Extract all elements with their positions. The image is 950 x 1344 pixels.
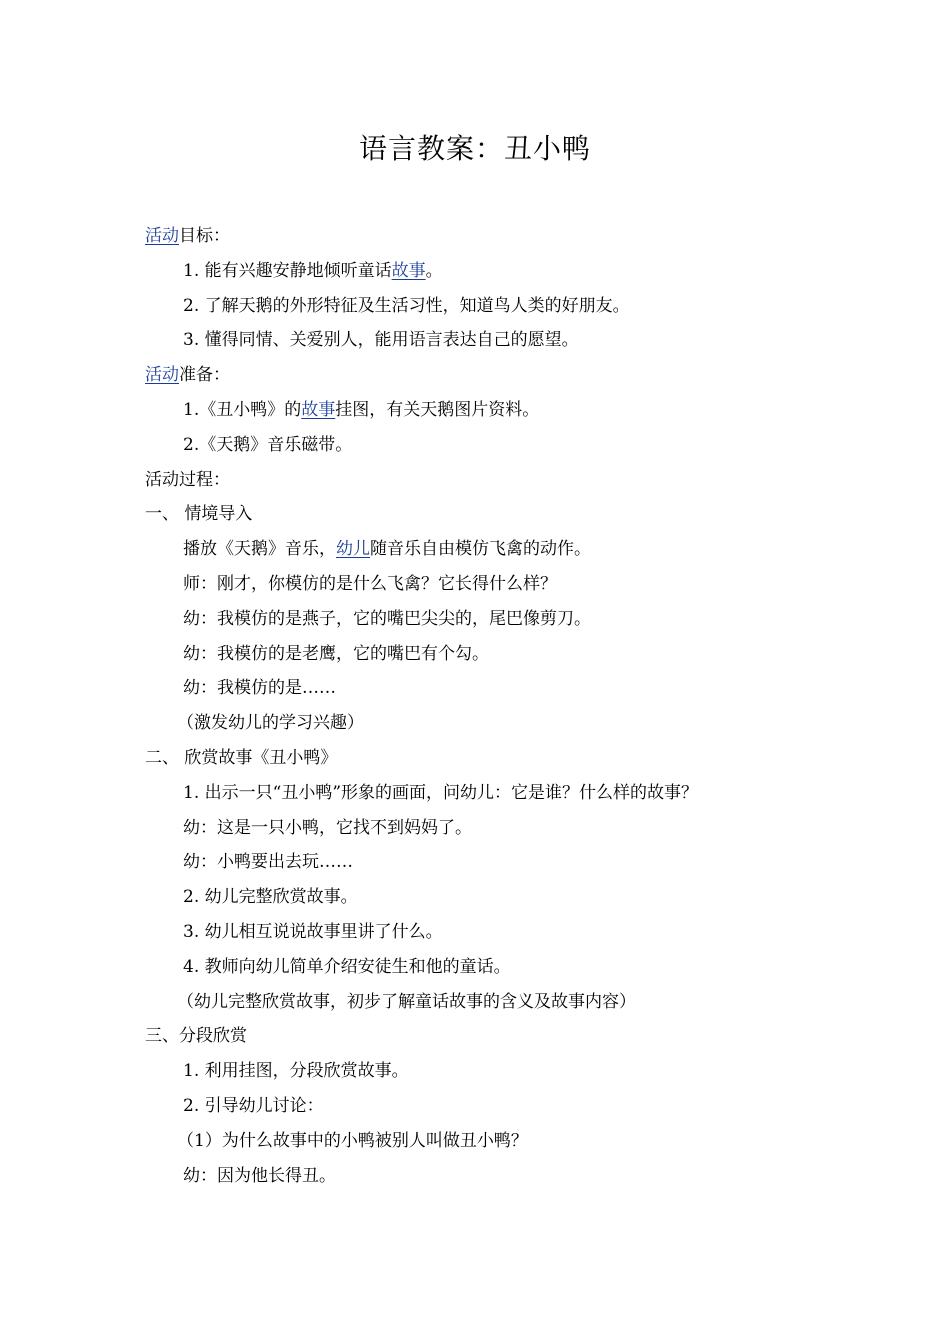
text-run: 4. 教师向幼儿简单介绍安徒生和他的童话。 [183,956,511,977]
text-line [145,637,845,672]
text-run: 1.《丑小鸭》的 [183,399,302,420]
text-run: （激发幼儿的学习兴趣） [177,713,364,734]
text-line [145,915,845,950]
text-link[interactable]: 故事 [301,399,336,420]
text-line [145,671,845,706]
text-line [145,567,845,602]
text-line [145,1054,845,1089]
text-run: 。 [425,260,443,281]
text-run: 1. 出示一只“丑小鸭”形象的画面，问幼儿：它是谁？什么样的故事？ [183,782,699,803]
text-run: （幼儿完整欣赏故事，初步了解童话故事的含义及故事内容） [177,991,636,1012]
text-run: 3. 懂得同情、关爱别人，能用语言表达自己的愿望。 [183,330,579,351]
text-line [145,950,845,985]
text-run: 一、 情境导入 [145,504,253,525]
text-line [145,497,845,532]
text-line [145,289,845,324]
text-run: 随音乐自由模仿飞禽的动作。 [370,539,591,560]
text-line [145,428,845,463]
text-line [145,845,845,880]
text-run: 幼：因为他长得丑。 [183,1165,336,1186]
text-link[interactable]: 活动 [145,365,179,386]
text-run: 2. 了解天鹅的外形特征及生活习性，知道鸟人类的好朋友。 [183,295,630,316]
text-run: 目标： [179,226,230,246]
text-run: 3. 幼儿相互说说故事里讲了什么。 [183,921,443,942]
text-line [145,706,845,741]
text-line [145,254,845,289]
text-run: 二、 欣赏故事《丑小鸭》 [145,747,338,768]
text-line [145,880,845,915]
text-line [145,1089,845,1124]
text-line [145,1124,845,1159]
text-run: 幼：我模仿的是燕子，它的嘴巴尖尖的，尾巴像剪刀。 [183,608,591,629]
text-line [145,393,845,428]
text-line [145,811,845,846]
text-link[interactable]: 幼儿 [336,539,370,560]
text-run: 2. 幼儿完整欣赏故事。 [183,887,358,908]
text-run: 活动过程： [145,469,230,490]
document-body [145,219,845,1193]
text-run: 1. 利用挂图，分段欣赏故事。 [183,1061,409,1082]
text-line [145,602,845,637]
text-run: 播放《天鹅》音乐， [183,539,336,560]
text-run: 幼：我模仿的是…… [183,678,336,699]
text-run: 师：刚才，你模仿的是什么飞禽？它长得什么样？ [183,573,557,594]
text-link[interactable]: 活动 [145,226,179,246]
text-line [145,358,845,393]
text-line [145,463,845,498]
text-run: 幼：这是一只小鸭，它找不到妈妈了。 [183,817,472,838]
text-run: 幼：小鸭要出去玩…… [183,852,353,873]
text-run: 1. 能有兴趣安静地倾听童话 [183,260,392,281]
text-line [145,985,845,1020]
text-run: 幼：我模仿的是老鹰，它的嘴巴有个勾。 [183,643,489,664]
text-link[interactable]: 故事 [391,260,426,281]
text-run: 2. 引导幼儿讨论： [183,1095,324,1116]
text-line [145,532,845,567]
text-run: 挂图，有关天鹅图片资料。 [335,399,540,420]
text-line [145,219,845,254]
text-line [145,323,845,358]
text-line [145,1019,845,1054]
text-run: 2.《天鹅》音乐磁带。 [183,434,353,455]
text-line [145,1159,845,1194]
text-line [145,741,845,776]
document-title: 语言教案：丑小鸭 [358,132,591,165]
text-run: 三、分段欣赏 [145,1026,247,1047]
text-run: 准备： [179,365,230,386]
text-line [145,776,845,811]
text-run: （1）为什么故事中的小鸭被别人叫做丑小鸭？ [177,1130,528,1151]
